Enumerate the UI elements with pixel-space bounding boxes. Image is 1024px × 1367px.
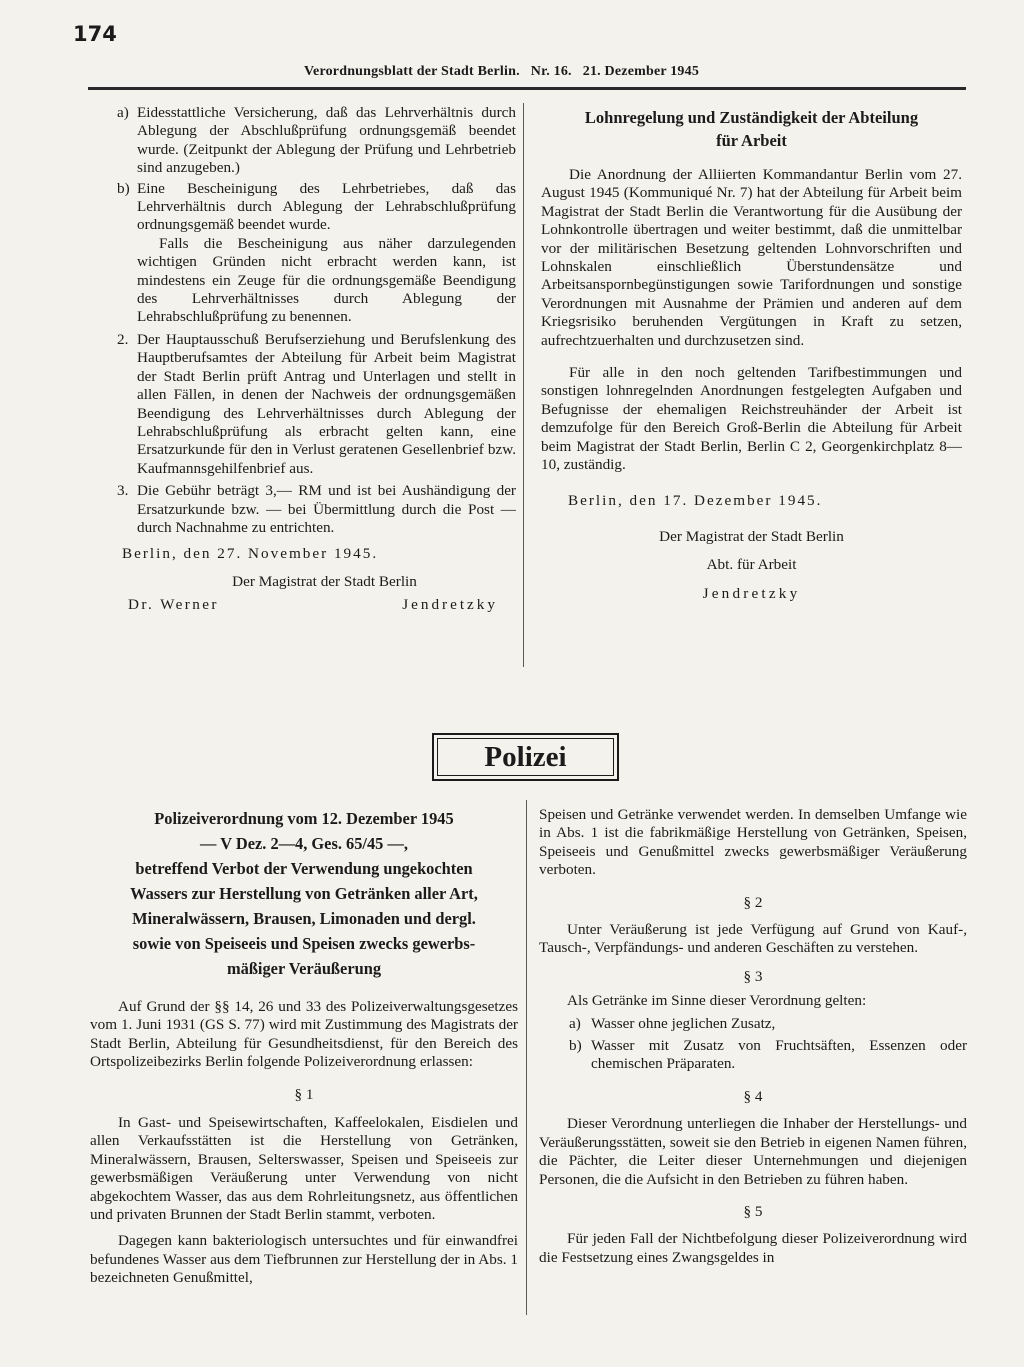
section-3-para: Als Getränke im Sinne dieser Verordnung gelten: <box>567 992 867 1010</box>
pv-title-2: — V Dez. 2—4, Ges. 65/45 —, <box>200 834 408 853</box>
running-header <box>304 64 710 80</box>
item-3 <box>117 482 516 537</box>
section-5-heading: § 5 <box>743 1202 763 1220</box>
lohn-title-1: Lohnregelung und Zuständigkeit der Abteilung <box>584 108 919 127</box>
polizeiverordnung-title <box>90 806 518 981</box>
left-signer-org: Der Magistrat der Stadt Berlin <box>232 572 417 590</box>
item-b <box>117 180 516 327</box>
item-a-label: a) <box>117 104 129 121</box>
pv-title-3: betreffend Verbot der Verwendung ungekochten <box>135 859 473 878</box>
section-1-para-2: Dagegen kann bakteriologisch untersuchtes und für einwandfrei befundenes Wasser aus dem Tiefbrunnen zur Herstellung der in Abs. 1 bezeichneten Genußmittel, <box>90 1232 518 1287</box>
item-3-text: Die Gebühr beträgt 3,— RM und ist bei Aushändigung der Ersatzurkunde bzw. — bei Übermittlung durch die Post — durch Nachnahme zu entrichten. <box>137 482 516 536</box>
section-3-item-b <box>539 1037 967 1074</box>
section-3-heading: § 3 <box>743 967 763 985</box>
left-signers <box>117 596 516 614</box>
section-1-continuation: Speisen und Getränke verwendet werden. In demselben Umfange wie in Abs. 1 ist die fabrikmäßige Herstellung von Getränken, Speisen, Speiseeis und Genußmittel zwecks gewerbsmäßiger Veräußerung verboten. <box>539 806 967 879</box>
left-bottom-column <box>90 806 518 1288</box>
item-b-label: b) <box>117 179 130 197</box>
signer-jendretzky: Jendretzky <box>402 596 498 614</box>
left-place-date: Berlin, den 27. November 1945. <box>122 545 379 563</box>
issue-date: 21. Dezember 1945 <box>582 64 700 79</box>
header-rule <box>88 87 966 90</box>
lohn-paragraph-2: Für alle in den noch geltenden Tarifbestimmungen und sonstigen lohnregelnden Anordnungen festgelegten Aufgaben und Befugnisse der ehemaligen Reichstreuhänder der Arbeit ist demzufolge für den Bereich Groß-Berlin die Abteilung für Arbeit beim Magistrat der Stadt Berlin, Berlin C 2, Georgenkirchplatz 8—10, zuständig. <box>541 364 962 474</box>
section-5-para: Für jeden Fall der Nichtbefolgung dieser Polizeiverordnung wird die Festsetzung eines Zwangsgeldes in <box>539 1230 967 1266</box>
pv-title-1: Polizeiverordnung vom 12. Dezember 1945 <box>154 809 454 828</box>
section-2-heading: § 2 <box>743 893 763 911</box>
section-2-para: Unter Veräußerung ist jede Verfügung auf Grund von Kauf-, Tausch-, Verpfändungs- und anderen Geschäften zu verstehen. <box>539 921 967 957</box>
section-1-para-1: In Gast- und Speisewirtschaften, Kaffeelokalen, Eisdielen und allen Verkaufsstätten ist die Herstellung von Getränken, Mineralwässern, Brausen, Selterswasser, Speisen und Speiseeis zur gewerbsmäßigen Veräußerung unter Verwendung von nicht abgekochtem Wasser, das aus dem Rohrleitungsnetz, aus öffentlichen und privaten Brunnen der Stadt Berlin stammt, verboten. <box>90 1114 518 1224</box>
right-signer-dept: Abt. für Arbeit <box>706 556 797 574</box>
section-3-item-a-label: a) <box>569 1014 581 1032</box>
item-a-text: Eidesstattliche Versicherung, daß das Lehrverhältnis durch Ablegung der Abschlußprüfung ordnungsgemäß beendet wurde. (Zeitpunkt der Ablegung der Prüfung und Lehrbetrieb sind anzugeben.) <box>137 104 516 177</box>
lohn-paragraph-1: Die Anordnung der Alliierten Kommandantur Berlin vom 27. August 1945 (Kommuniqué Nr. 7) hat der Abteilung für Arbeit beim Magistrat der Stadt Berlin die Verantwortung für die Ausübung der Lohnkontrolle übertragen und weiter bestimmt, daß die unmittelbar vor der militärischen Besetzung geltenden Lohnvorschriften und Lohnskalen einschließlich Überstundensätze und Arbeitsanspornbegünstigungen sowie Tarifordnungen und sonstige Verordnungen mit Ausnahme der Prämien und anderen auf dem Kriegsrisiko beruhenden Vergütungen in Kraft zu setzen, aufrechtzuerhalten und durchzusetzen sind. <box>541 166 962 349</box>
right-top-column <box>541 106 962 603</box>
item-3-label: 3. <box>117 482 129 500</box>
pv-title-6: sowie von Speiseeis und Speisen zwecks gewerbs- <box>132 934 476 953</box>
section-4-para: Dieser Verordnung unterliegen die Inhaber der Herstellungs- und Veräußerungsstätten, soweit sie den Betrieb in eigenen Namen führen, die Pächter, die Leiter dieser Unternehmungen und diejenigen Personen, die die Aufsicht in den Betrieben zu führen haben. <box>539 1115 967 1188</box>
column-divider-top <box>523 103 524 667</box>
item-a <box>117 104 516 178</box>
pv-intro: Auf Grund der §§ 14, 26 und 33 des Polizeiverwaltungsgesetzes vom 1. Juni 1931 (GS S. 77) wird mit Zustimmung des Magistrats der Stadt Berlin, Abteilung für Gesundheitsdienst, für den Bereich des Ortspolizeibezirks Berlin folgende Polizeiverordnung erlassen: <box>90 998 518 1071</box>
section-heading-polizei: Polizei <box>432 733 619 781</box>
section-3-item-a-text: Wasser ohne jeglichen Zusatz, <box>591 1014 776 1032</box>
item-b-text: Eine Bescheinigung des Lehrbetriebes, daß das Lehrverhältnis durch Ablegung der Lehrabschlußprüfung ordnungsgemäß beendet wurde. <box>137 179 516 234</box>
pv-title-4: Wassers zur Herstellung von Getränken aller Art, <box>130 884 478 903</box>
lohn-title-2: für Arbeit <box>716 131 787 150</box>
section-3-item-b-label: b) <box>569 1037 582 1055</box>
pv-title-5: Mineralwässern, Brausen, Limonaden und dergl. <box>132 909 476 928</box>
pv-title-7: mäßiger Veräußerung <box>226 959 382 978</box>
section-3-item-a <box>539 1015 967 1033</box>
signer-werner: Dr. Werner <box>128 596 219 614</box>
right-place-date: Berlin, den 17. Dezember 1945. <box>568 491 823 509</box>
left-top-column <box>117 104 516 615</box>
page-number: 174 <box>73 22 117 46</box>
item-2-text: Der Hauptausschuß Berufserziehung und Berufslenkung des Hauptberufsamtes der Abteilung für Arbeit beim Magistrat der Stadt Berlin prüft Antrag und Unterlagen und stellt in allen Fällen, in denen der Nachweis der ordnungsgemäßen Beendigung des Lehrverhältnisses durch Ablegung der Lehrabschlußprüfung als erbracht gelten kann, eine Ersatzurkunde für den in Verlust geratenen Gesellenbrief bzw. Kaufmannsgehilfenbrief aus. <box>137 330 516 477</box>
issue-number: Nr. 16. <box>530 64 572 79</box>
item-2-label: 2. <box>117 330 129 348</box>
column-divider-bottom <box>526 800 527 1315</box>
item-b-paragraph: Falls die Bescheinigung aus näher darzulegenden wichtigen Gründen nicht erbracht werden kann, ist mindestens ein Zeuge für die ordnungsgemäße Beendigung des Lehrverhältnisses durch Ablegung der Lehrabschlußprüfung zu benennen. <box>137 234 516 326</box>
right-signer: Jendretzky <box>702 584 801 602</box>
section-1-heading: § 1 <box>294 1085 314 1103</box>
right-bottom-column <box>539 806 967 1267</box>
section-4-heading: § 4 <box>743 1087 763 1105</box>
item-2 <box>117 331 516 478</box>
right-signer-org: Der Magistrat der Stadt Berlin <box>659 527 844 545</box>
publication-title: Verordnungsblatt der Stadt Berlin. <box>304 64 520 79</box>
section-3-item-b-text: Wasser mit Zusatz von Fruchtsäften, Essenzen oder chemischen Präparaten. <box>591 1037 967 1073</box>
